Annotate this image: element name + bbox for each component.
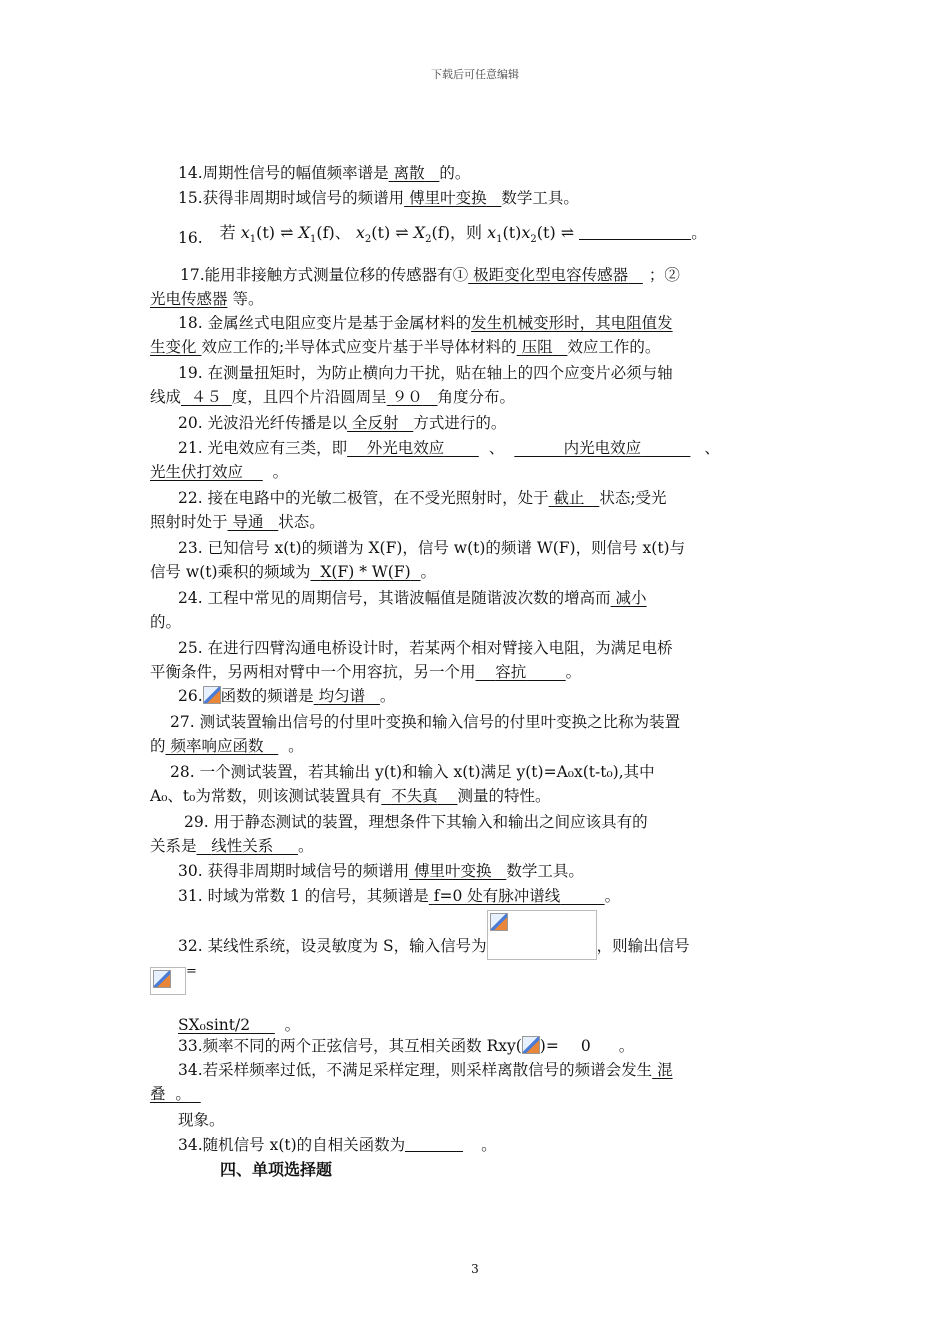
question-19-line1 (178, 362, 673, 384)
question-23-line2 (150, 561, 436, 583)
q33-text: 33.频率不同的两个正弦信号，其互相关函数 Rxy( (178, 1037, 522, 1055)
question-32-line2 (150, 964, 197, 997)
q30-answer: 傅里叶变换 (414, 862, 492, 880)
question-29-line1 (184, 811, 648, 833)
question-27-line2 (150, 735, 304, 757)
q34b-blank (405, 1135, 463, 1152)
q32-end: 。 (284, 1016, 301, 1034)
q25-text: 25. 在进行四臂沟通电桥设计时，若某两个相对臂接入电阻，为满足电桥 (178, 639, 673, 657)
question-29-line2 (150, 835, 313, 857)
q30-text: 30. 获得非周期时域信号的频谱用 (178, 862, 410, 880)
q34a-answer: 混 (657, 1061, 673, 1079)
q33-text-2: )= (539, 1037, 559, 1055)
q15-end: 数学工具。 (501, 189, 579, 207)
q26-number: 26. (178, 687, 203, 705)
question-17-line1 (180, 264, 680, 286)
q34a-answer-cont: 叠 。 (150, 1085, 191, 1103)
q32-equals: = (186, 964, 197, 979)
q19-text-2: 线成 (150, 388, 182, 406)
question-31 (178, 885, 620, 907)
q26-answer: 均匀谱 (318, 687, 366, 705)
q17-end: 等。 (232, 290, 264, 308)
q22-answer-1: 截止 (553, 489, 585, 507)
question-22-line2 (150, 511, 325, 533)
q34b-text: 34.随机信号 x(t)的自相关函数为 (178, 1136, 406, 1154)
q23-text: 23. 已知信号 x(t)的频谱为 X(F)，信号 w(t)的频谱 W(F)，则信号 x(t)与 (178, 539, 686, 557)
q27-text-2: 的 (150, 737, 166, 755)
question-32-line3 (178, 1014, 300, 1036)
question-15 (178, 187, 579, 209)
question-18-line2 (150, 336, 660, 358)
question-30 (178, 860, 584, 882)
q21-answer-3: 光生伏打效应 (150, 463, 244, 481)
q21-sep-2: 、 (704, 439, 720, 457)
q33-end: 。 (618, 1037, 635, 1055)
q25-text-2: 平衡条件，另两相对臂中一个用容抗，另一个用 (150, 663, 476, 681)
question-32-line1 (178, 910, 690, 960)
q26-text: 函数的频谱是 (220, 687, 314, 705)
q30-end: 数学工具。 (506, 862, 584, 880)
q14-text: 14.周期性信号的幅值频率谱是 (178, 164, 389, 182)
q15-text: 15.获得非周期时域信号的频谱用 (178, 189, 405, 207)
question-28-line2 (150, 785, 550, 807)
q29-text: 29. 用于静态测试的装置，理想条件下其输入和输出之间应该具有的 (184, 813, 648, 831)
q22-end: 状态。 (278, 513, 325, 531)
question-34a-line3 (178, 1109, 225, 1131)
q22-text: 22. 接在电路中的光敏二极管，在不受光照射时，处于 (178, 489, 549, 507)
q22-text-2: 状态;受光 (599, 489, 667, 507)
question-34a-line1 (178, 1059, 673, 1081)
q22-answer-2: 导通 (232, 513, 264, 531)
q27-end: 。 (288, 737, 304, 755)
q21-sep-1: 、 (488, 439, 505, 457)
q27-answer: 频率响应函数 (170, 737, 264, 755)
question-28-line1 (170, 761, 655, 783)
q25-end: 。 (565, 663, 582, 681)
section-title: 四、单项选择题 (220, 1160, 333, 1179)
q34b-end: 。 (481, 1136, 497, 1154)
q16-number: 16. (178, 229, 203, 247)
q32-input-image (487, 910, 597, 960)
q25-answer: 容抗 (495, 663, 527, 681)
q31-answer: f=0 处有脉冲谱线 (433, 887, 561, 905)
q19-end: 角度分布。 (437, 388, 516, 406)
q20-answer: 全反射 (352, 414, 399, 432)
q21-answer-1: 外光电效应 (366, 439, 445, 457)
question-22-line1 (178, 487, 667, 509)
q34a-text: 34.若采样频率过低，不满足采样定理，则采样离散信号的频谱会发生 (178, 1061, 653, 1079)
q29-text-2: 关系是 (150, 837, 197, 855)
q16-blank (579, 223, 691, 240)
q24-end: 的。 (150, 613, 182, 631)
q17-answer-2: 光电传感器 (150, 290, 228, 308)
question-14 (178, 162, 470, 184)
q28-text-2: A₀、t₀为常数，则该测试装置具有 (150, 787, 382, 805)
question-33 (178, 1035, 634, 1057)
q32-text: 32. 某线性系统，设灵敏度为 S，输入信号为 (178, 937, 487, 955)
q21-answer-2: 内光电效应 (563, 439, 642, 457)
q24-text: 24. 工程中常见的周期信号，其谐波幅值是随谐波次数的增高而 (178, 589, 611, 607)
q19-text-3: 度，且四个片沿圆周呈 (231, 388, 387, 406)
q20-text: 20. 光波沿光纤传播是以 (178, 414, 348, 432)
q31-text: 31. 时域为常数 1 的信号，其频谱是 (178, 887, 429, 905)
question-24-line2 (150, 611, 181, 633)
q18-answer-1-cont: 生变化 (150, 338, 197, 356)
q19-answer-2: ９０ (391, 388, 423, 406)
q23-answer: X(F) * W(F) (320, 563, 411, 581)
q34a-end: 现象。 (178, 1111, 225, 1129)
q33-answer: 0 (580, 1037, 591, 1055)
question-25-line1 (178, 637, 673, 659)
q15-answer: 傅里叶变换 (409, 189, 487, 207)
question-25-line2 (150, 661, 581, 683)
q19-text: 19. 在测量扭矩时，为防止横向力干扰，贴在轴上的四个应变片必须与轴 (178, 364, 673, 382)
question-27-line1 (170, 711, 680, 733)
q16-end: 。 (691, 224, 707, 242)
q21-text: 21. 光电效应有三类，即 (178, 439, 348, 457)
q21-end: 。 (272, 463, 289, 481)
q23-end: 。 (420, 563, 437, 581)
q17-mid: ；② (648, 266, 680, 284)
q18-end: 效应工作的。 (567, 338, 661, 356)
q18-answer-1: 发生机械变形时，其电阻值发 (471, 314, 673, 332)
q16-formula: 若 $x_1(t)$ ⇌ $X_1(f)$、 $x_2(t)$ ⇌ $X_2(f)$，则 $x_1(t)x_2(t)$ ⇌ (219, 223, 580, 246)
q27-text: 27. 测试装置输出信号的付里叶变换和输入信号的付里叶变换之比称为装置 (170, 713, 681, 731)
q18-text-2: 效应工作的;半导体式应变片基于半导体材料的 (201, 338, 517, 356)
q28-answer: 不失真 (391, 787, 438, 805)
q32-answer: SX₀sint/2 (178, 1016, 251, 1034)
q24-answer: 减小 (615, 589, 647, 607)
q17-text: 17.能用非接触方式测量位移的传感器有① (180, 266, 469, 284)
q14-end: 的。 (439, 164, 471, 182)
question-21-line2 (150, 461, 288, 483)
q18-text: 18. 金属丝式电阻应变片是基于金属材料的 (178, 314, 472, 332)
question-26 (178, 685, 395, 707)
question-17-line2 (150, 288, 263, 310)
q20-end: 方式进行的。 (413, 414, 507, 432)
page-number: 3 (471, 1262, 479, 1276)
q18-answer-2: 压阻 (521, 338, 553, 356)
broken-image-icon (203, 686, 221, 704)
question-34b (178, 1134, 497, 1156)
q28-text: 28. 一个测试装置，若其输出 y(t)和输入 x(t)满足 y(t)=A₀x(t-t₀),其中 (170, 763, 655, 781)
q26-end: 。 (379, 687, 396, 705)
q32-output-image (150, 967, 186, 995)
q19-answer-1: ４５ (190, 388, 222, 406)
q32-text-2: ，则输出信号 (596, 937, 690, 955)
q31-end: 。 (604, 887, 621, 905)
broken-image-icon (153, 970, 171, 988)
question-34a-line2 (150, 1083, 201, 1105)
question-18-line1 (178, 312, 673, 334)
q17-answer-1: 极距变化型电容传感器 (473, 266, 629, 284)
q23-text-2: 信号 w(t)乘积的频域为 (150, 563, 311, 581)
question-19-line2 (150, 386, 515, 408)
question-23-line1 (178, 537, 685, 559)
q28-end: 测量的特性。 (457, 787, 551, 805)
broken-image-icon (490, 913, 508, 931)
page-header: 下载后可任意编辑 (431, 68, 519, 81)
question-24-line1 (178, 587, 647, 609)
q22-text-3: 照射时处于 (150, 513, 228, 531)
question-21-line1 (178, 437, 720, 459)
q29-end: 。 (297, 837, 314, 855)
broken-image-icon (522, 1036, 540, 1054)
question-16 (178, 218, 707, 248)
q14-answer: 离散 (393, 164, 425, 182)
question-20 (178, 412, 506, 434)
q29-answer: 线性关系 (211, 837, 274, 855)
